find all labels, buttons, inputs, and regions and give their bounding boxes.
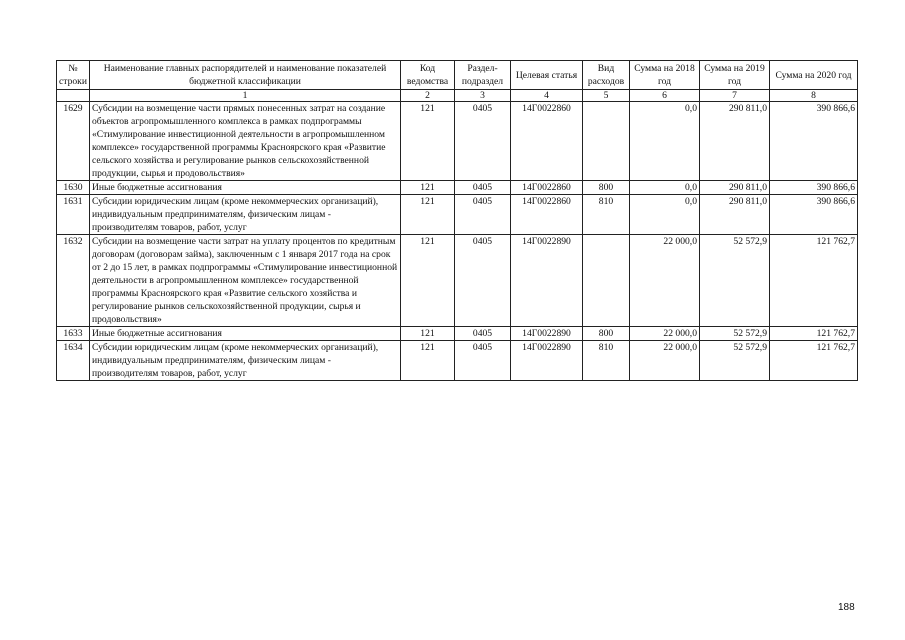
budget-item-name: Субсидии юридическим лицам (кроме некоммерческих организаций), индивидуальным предпринимателям, физическим лицам - производителям товаров, работ, услуг: [90, 195, 401, 235]
column-number: 7: [700, 90, 770, 102]
column-number-blank: [57, 90, 90, 102]
row-number: 1631: [57, 195, 90, 235]
budget-table: [56, 60, 858, 381]
sum-2018: 22 000,0: [630, 235, 700, 327]
sum-2018: 0,0: [630, 102, 700, 181]
section-code: 0405: [455, 181, 511, 195]
column-number: 2: [401, 90, 455, 102]
target-article: 14Г0022860: [511, 181, 583, 195]
table-row: [57, 327, 858, 341]
column-number: 1: [90, 90, 401, 102]
sum-2020: 121 762,7: [770, 327, 858, 341]
sum-2018: 0,0: [630, 181, 700, 195]
header-expense-kind: Вид расходов: [583, 61, 630, 90]
section-code: 0405: [455, 195, 511, 235]
header-name: Наименование главных распорядителей и наименование показателей бюджетной классификации: [90, 61, 401, 90]
sum-2018: 0,0: [630, 195, 700, 235]
expense-kind: 800: [583, 327, 630, 341]
row-number: 1632: [57, 235, 90, 327]
sum-2019: 52 572,9: [700, 341, 770, 381]
header-target-article: Целевая статья: [511, 61, 583, 90]
target-article: 14Г0022890: [511, 327, 583, 341]
section-code: 0405: [455, 235, 511, 327]
section-code: 0405: [455, 327, 511, 341]
sum-2018: 22 000,0: [630, 327, 700, 341]
row-number: 1633: [57, 327, 90, 341]
row-number: 1630: [57, 181, 90, 195]
sum-2020: 121 762,7: [770, 341, 858, 381]
sum-2019: 290 811,0: [700, 181, 770, 195]
dept-code: 121: [401, 235, 455, 327]
header-sum-2018: Сумма на 2018 год: [630, 61, 700, 90]
budget-item-name: Субсидии на возмещение части прямых понесенных затрат на создание объектов агропромышленного комплекса в рамках подпрограммы «Стимулирование инвестиционной деятельности в агропромышленном комплексе» государственной программы Красноярского края «Развитие сельского хозяйства и регулирование рынков сельскохозяйственной продукции, сырья и продовольствия»: [90, 102, 401, 181]
table-row: [57, 102, 858, 181]
sum-2019: 52 572,9: [700, 235, 770, 327]
target-article: 14Г0022860: [511, 195, 583, 235]
table-row: [57, 341, 858, 381]
sum-2020: 390 866,6: [770, 195, 858, 235]
budget-item-name: Субсидии на возмещение части затрат на уплату процентов по кредитным договорам (договорам займа), заключенным с 1 января 2017 года на срок от 2 до 15 лет, в рамках подпрограммы «Стимулирование инвестиционной деятельности в агропромышленном комплексе» государственной программы Красноярского края «Развитие сельского хозяйства и регулирование рынков сельскохозяйственной продукции, сырья и продовольствия»: [90, 235, 401, 327]
section-code: 0405: [455, 341, 511, 381]
sum-2020: 390 866,6: [770, 181, 858, 195]
table-row: [57, 235, 858, 327]
table-row: [57, 195, 858, 235]
sum-2019: 290 811,0: [700, 195, 770, 235]
column-number: 4: [511, 90, 583, 102]
dept-code: 121: [401, 195, 455, 235]
expense-kind: 800: [583, 181, 630, 195]
section-code: 0405: [455, 102, 511, 181]
header-sum-2019: Сумма на 2019 год: [700, 61, 770, 90]
page-number: 188: [838, 602, 855, 613]
sum-2020: 390 866,6: [770, 102, 858, 181]
header-sum-2020: Сумма на 2020 год: [770, 61, 858, 90]
header-section: Раздел-подраздел: [455, 61, 511, 90]
sum-2019: 52 572,9: [700, 327, 770, 341]
expense-kind: [583, 235, 630, 327]
budget-item-name: Иные бюджетные ассигнования: [90, 327, 401, 341]
column-number: 3: [455, 90, 511, 102]
sum-2020: 121 762,7: [770, 235, 858, 327]
column-number-row: [57, 90, 858, 102]
dept-code: 121: [401, 102, 455, 181]
column-number: 6: [630, 90, 700, 102]
target-article: 14Г0022860: [511, 102, 583, 181]
dept-code: 121: [401, 341, 455, 381]
header-row-number: № строки: [57, 61, 90, 90]
expense-kind: 810: [583, 341, 630, 381]
header-row: [57, 61, 858, 90]
budget-item-name: Субсидии юридическим лицам (кроме некоммерческих организаций), индивидуальным предпринимателям, физическим лицам - производителям товаров, работ, услуг: [90, 341, 401, 381]
expense-kind: 810: [583, 195, 630, 235]
target-article: 14Г0022890: [511, 235, 583, 327]
row-number: 1634: [57, 341, 90, 381]
column-number: 8: [770, 90, 858, 102]
sum-2018: 22 000,0: [630, 341, 700, 381]
header-dept-code: Код ведомства: [401, 61, 455, 90]
target-article: 14Г0022890: [511, 341, 583, 381]
row-number: 1629: [57, 102, 90, 181]
table-row: [57, 181, 858, 195]
budget-item-name: Иные бюджетные ассигнования: [90, 181, 401, 195]
dept-code: 121: [401, 181, 455, 195]
dept-code: 121: [401, 327, 455, 341]
column-number: 5: [583, 90, 630, 102]
sum-2019: 290 811,0: [700, 102, 770, 181]
expense-kind: [583, 102, 630, 181]
